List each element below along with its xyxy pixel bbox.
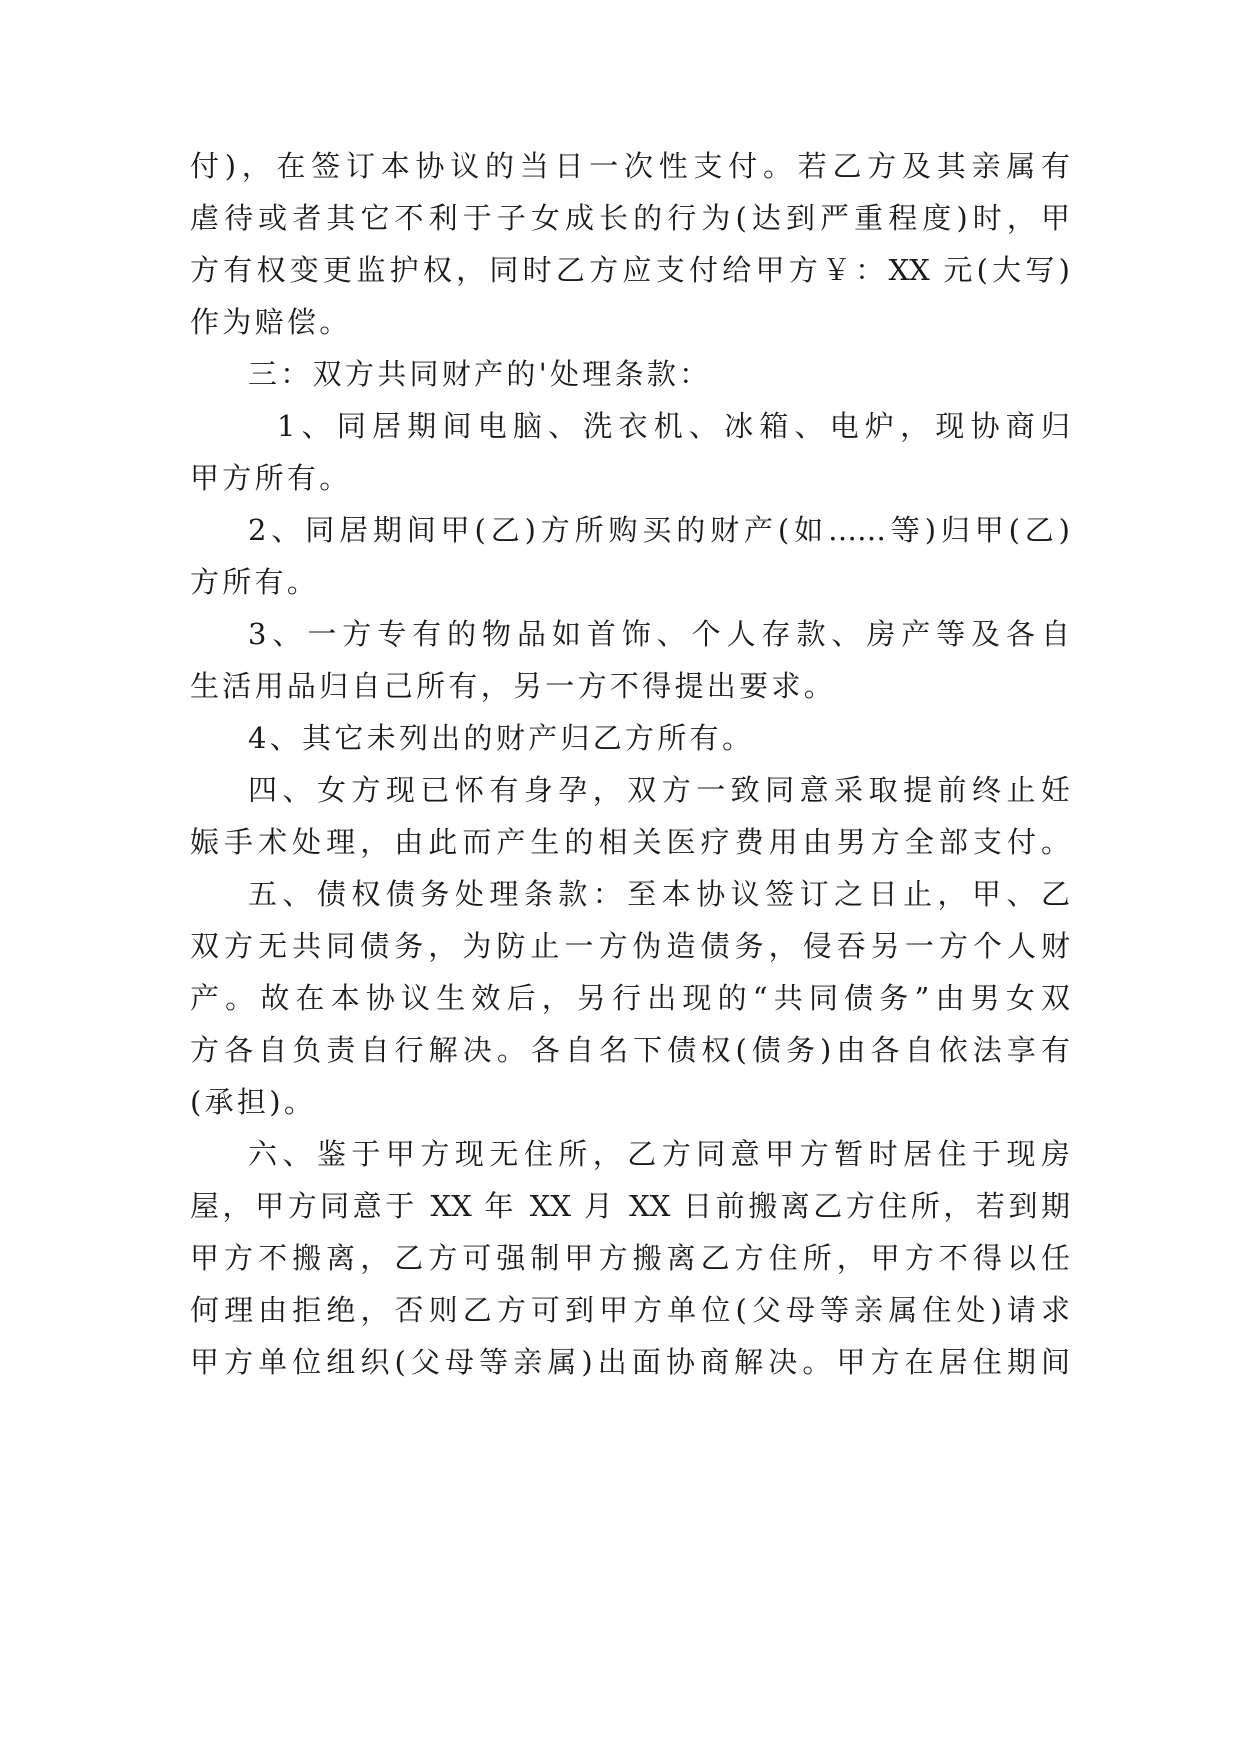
- text-line: 双方无共同债务，为防止一方伪造债务，侵吞另一方个人财: [190, 929, 1070, 963]
- text-line: 六、鉴于甲方现无住所，乙方同意甲方暂时居住于现房: [248, 1137, 1070, 1171]
- text-line: 四、女方现已怀有身孕，双方一致同意采取提前终止妊: [248, 773, 1070, 807]
- text-line: 方所有。: [190, 565, 320, 599]
- text-line: 2、同居期间甲(乙)方所购买的财产(如……等)归甲(乙): [248, 513, 1070, 547]
- text-line: 娠手术处理，由此而产生的相关医疗费用由男方全部支付。: [190, 825, 1070, 859]
- text-line: 作为赔偿。: [190, 305, 352, 339]
- text-line: 方各自负责自行解决。各自名下债权(债务)由各自依法享有: [190, 1033, 1070, 1067]
- text-line: 五、债权债务处理条款：至本协议签订之日止，甲、乙: [248, 877, 1070, 911]
- text-line: 甲方所有。: [190, 461, 352, 495]
- text-line: 甲方不搬离，乙方可强制甲方搬离乙方住所，甲方不得以任: [190, 1241, 1070, 1275]
- text-line: 付)，在签订本协议的当日一次性支付。若乙方及其亲属有: [190, 149, 1070, 183]
- text-line: 产。故在本协议生效后，另行出现的“共同债务”由男女双: [190, 981, 1070, 1015]
- text-line: 3、一方专有的物品如首饰、个人存款、房产等及各自: [248, 617, 1070, 651]
- text-line: (承担)。: [190, 1085, 317, 1119]
- text-line: 1、同居期间电脑、洗衣机、冰箱、电炉，现协商归: [277, 409, 1070, 443]
- text-line: 方有权变更监护权，同时乙方应支付给甲方￥：XX 元(大写): [190, 253, 1070, 287]
- text-line: 甲方单位组织(父母等亲属)出面协商解决。甲方在居住期间: [190, 1345, 1070, 1379]
- text-line: 何理由拒绝，否则乙方可到甲方单位(父母等亲属住处)请求: [190, 1293, 1070, 1327]
- text-line: 虐待或者其它不利于子女成长的行为(达到严重程度)时，甲: [190, 201, 1070, 235]
- section-heading: 三：双方共同财产的'处理条款：: [248, 357, 712, 391]
- text-line: 屋，甲方同意于 XX 年 XX 月 XX 日前搬离乙方住所，若到期: [190, 1189, 1070, 1223]
- text-line: 4、其它未列出的财产归乙方所有。: [248, 721, 755, 755]
- text-line: 生活用品归自己所有，另一方不得提出要求。: [190, 669, 837, 703]
